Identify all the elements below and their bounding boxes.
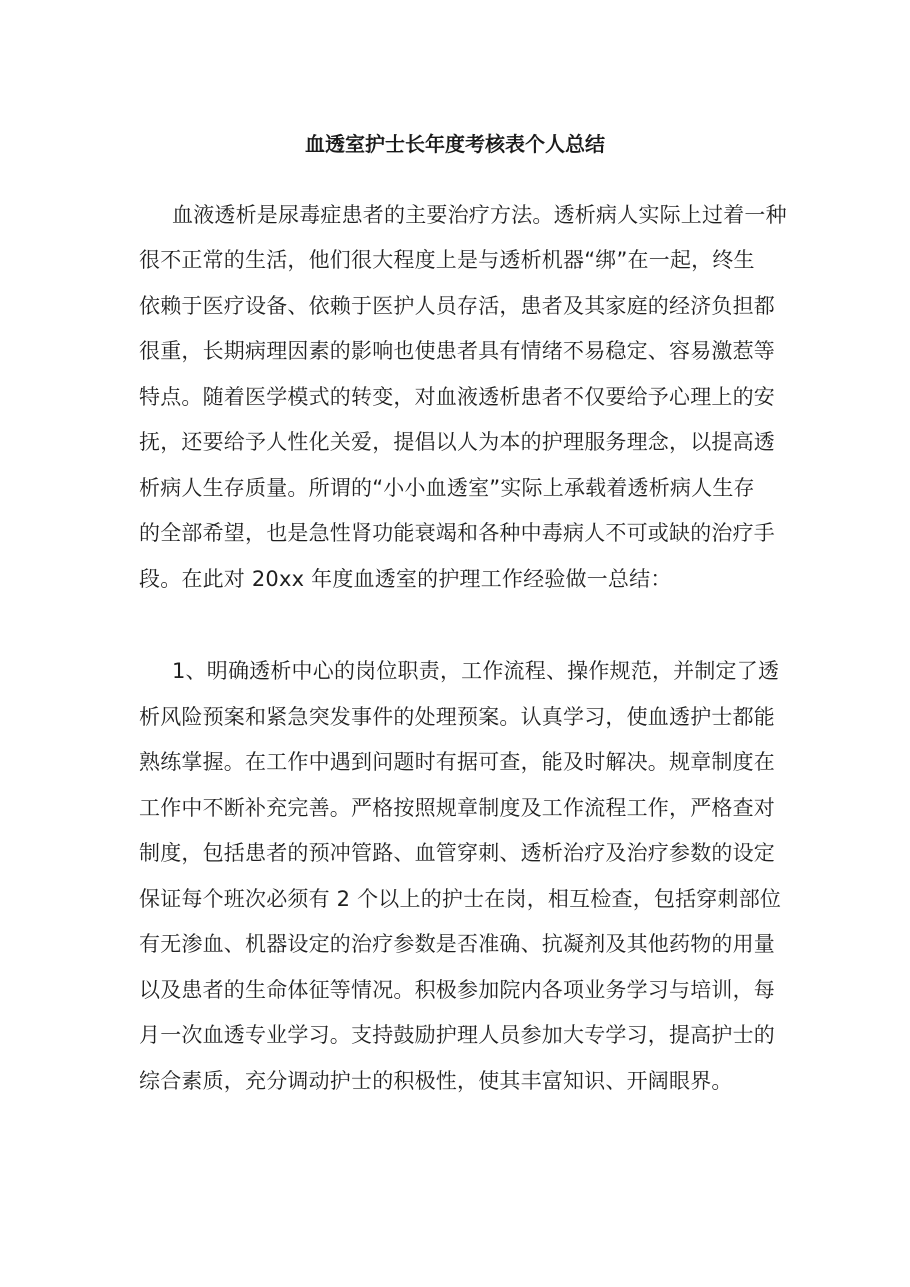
paragraph-2-line: 有无渗血、机器设定的治疗参数是否准确、抗凝剂及其他药物的用量: [139, 932, 775, 956]
paragraph-1-line: 血液透析是尿毒症患者的主要治疗方法。透析病人实际上过着一种: [172, 203, 787, 227]
paragraph-2-line: 工作中不断补充完善。严格按照规章制度及工作流程工作，严格查对: [139, 796, 775, 820]
paragraph-1-line: 抚，还要给予人性化关爱，提倡以人为本的护理服务理念，以提高透: [139, 430, 775, 454]
paragraph-1-line: 段。在此对 20xx 年度血透室的护理工作经验做一总结：: [139, 567, 672, 591]
paragraph-1-line: 很不正常的生活，他们很大程度上是与透析机器“绑”在一起，终生: [139, 248, 755, 272]
document-title: 血透室护士长年度考核表个人总结: [305, 132, 605, 156]
paragraph-2-line: 以及患者的生命体征等情况。积极参加院内各项业务学习与培训，每: [139, 978, 775, 1002]
paragraph-2-line: 析风险预案和紧急突发事件的处理预案。认真学习，使血透护士都能: [139, 705, 775, 729]
paragraph-2-line: 1、明确透析中心的岗位职责，工作流程、操作规范，并制定了透: [172, 659, 780, 683]
paragraph-1-line: 析病人生存质量。所谓的“小小血透室”实际上承载着透析病人生存: [139, 476, 755, 500]
paragraph-1-line: 的全部希望，也是急性肾功能衰竭和各种中毒病人不可或缺的治疗手: [139, 521, 775, 545]
paragraph-2-line: 保证每个班次必须有 2 个以上的护士在岗，相互检查，包括穿刺部位: [139, 887, 782, 911]
paragraph-1-line: 特点。随着医学模式的转变，对血液透析患者不仅要给予心理上的安: [139, 385, 775, 409]
paragraph-2-line: 月一次血透专业学习。支持鼓励护理人员参加大专学习，提高护士的: [139, 1023, 775, 1047]
paragraph-2-line: 制度，包括患者的预冲管路、血管穿刺、透析治疗及治疗参数的设定: [139, 841, 775, 865]
paragraph-2-line: 综合素质，充分调动护士的积极性，使其丰富知识、开阔眼界。: [139, 1069, 733, 1093]
paragraph-1-line: 很重，长期病理因素的影响也使患者具有情绪不易稳定、容易激惹等: [139, 339, 775, 363]
paragraph-1-line: 依赖于医疗设备、依赖于医护人员存活，患者及其家庭的经济负担都: [139, 294, 775, 318]
paragraph-2-line: 熟练掌握。在工作中遇到问题时有据可查，能及时解决。规章制度在: [139, 750, 775, 774]
